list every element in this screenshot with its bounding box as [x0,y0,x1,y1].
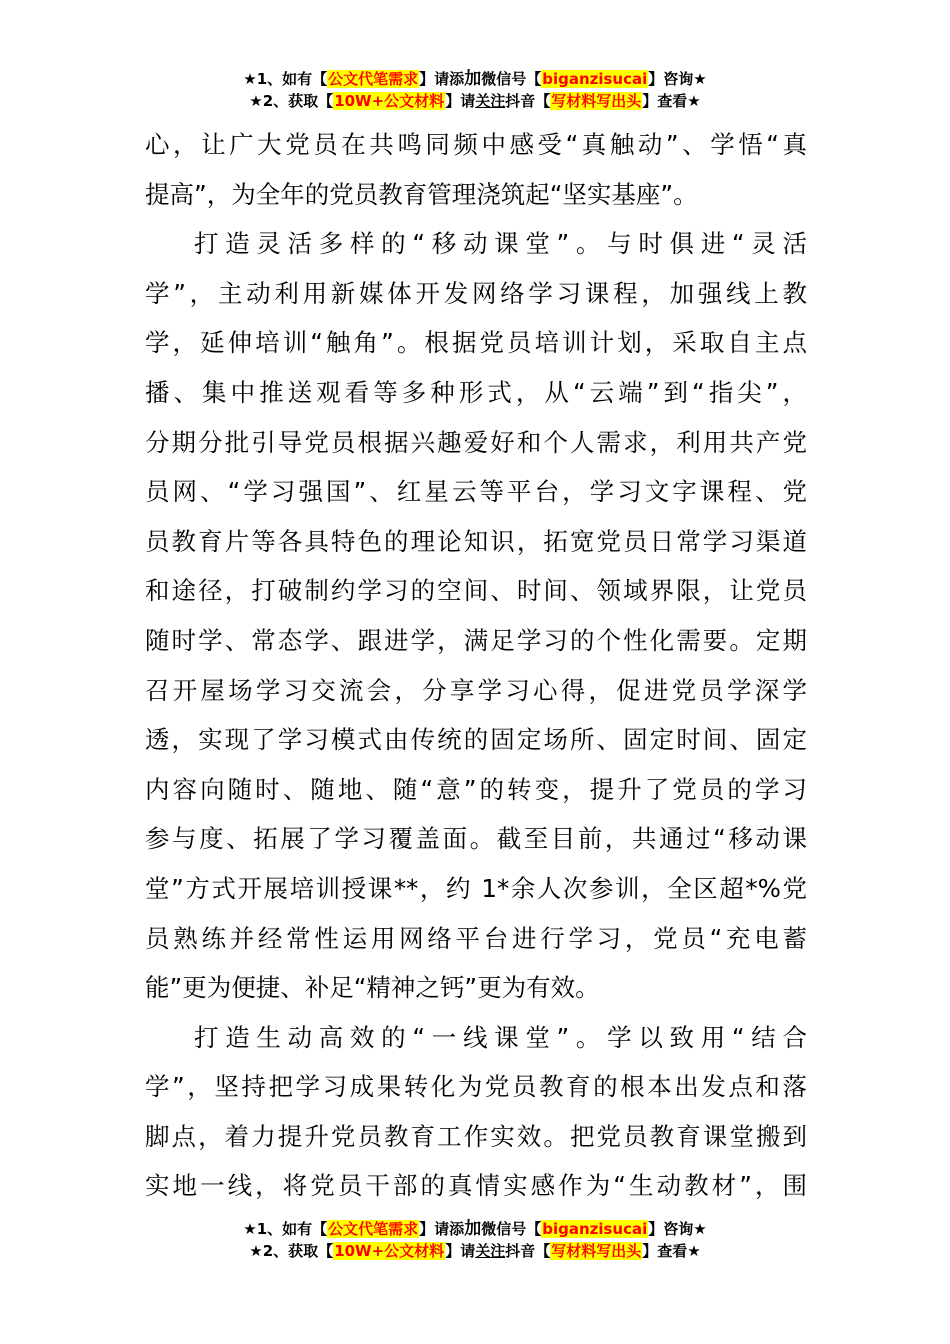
footer-line-1-wechat-label: 微信号【 [481,1220,542,1238]
footer-line-1-highlight-service: 公文代笔需求 [328,1220,419,1238]
header-line-1-mid: 】请添 [419,70,465,88]
text-line: 提高”，为全年的党员教育管理浇筑起“坚实基座”。 [145,179,698,209]
header-line-1-suffix: 】咨询★ [648,70,707,88]
text-line: 召开屋场学习交流会，分享学习心得，促进党员学深学 [145,675,807,705]
footer-line-2-highlight-materials: 10W+公文材料 [334,1242,445,1260]
text-line: 堂”方式开展培训授课**，约 1*余人次参训，全区超*%党 [145,873,807,903]
footer-line-1-add: 加 [464,1219,482,1239]
text-line: 播、集中推送观看等多种形式，从“云端”到“指尖”， [145,377,807,407]
header-line-2-suffix: 】查看★ [642,92,701,110]
text-line: 员网、“学习强国”、红星云等平台，学习文字课程、党 [145,477,807,507]
paragraph-heading-mobile-classroom: 打造灵活多样的“移动课堂”。与时俱进“灵活 [194,229,807,259]
footer-line-1-prefix: ★1、如有【 [243,1220,328,1238]
footer-line-1 [0,1218,950,1240]
text-line: 心，让广大党员在共鸣同频中感受“真触动”、学悟“真 [145,130,807,159]
text-line: 脚点，着力提升党员教育工作实效。把党员教育课堂搬到 [145,1121,807,1151]
text-line: 能”更为便捷、补足“精神之钙”更为有效。 [145,973,600,1003]
header-line-1-prefix: ★1、如有【 [243,70,328,88]
paragraph-1 [145,120,807,219]
paragraph-3 [145,1013,807,1211]
text-line: 学”，坚持把学习成果转化为党员教育的根本出发点和落 [145,1072,807,1102]
paragraph-heading-frontline-classroom: 打造生动高效的“一线课堂”。学以致用“结合 [194,1022,807,1052]
footer-line-2-douyin-label: 抖音【 [505,1242,551,1260]
text-line: 随时学、常态学、跟进学，满足学习的个性化需要。定期 [145,625,807,655]
footer-line-1-wechat-id: biganzisucai [542,1220,648,1238]
footer-line-2 [0,1240,950,1262]
document-body [145,120,807,1211]
footer-line-2-mid: 】请 [445,1242,476,1260]
header-line-2-highlight-materials: 10W+公文材料 [334,92,445,110]
header-line-2 [0,90,950,112]
text-line: 内容向随时、随地、随“意”的转变，提升了党员的学习 [145,774,807,804]
header-line-1 [0,68,950,90]
text-line: 参与度、拓展了学习覆盖面。截至目前，共通过“移动课 [145,824,807,854]
header-line-1-wechat-id: biganzisucai [542,70,648,88]
header-line-1-highlight-service: 公文代笔需求 [328,70,419,88]
header-banner [0,68,950,112]
text-line: 分期分批引导党员根据兴趣爱好和个人需求，利用共产党 [145,427,807,457]
footer-line-1-mid: 】请添 [419,1220,465,1238]
footer-line-2-follow: 关注 [475,1242,506,1260]
footer-line-1-suffix: 】咨询★ [648,1220,707,1238]
text-line: 学，延伸培训“触角”。根据党员培训计划，采取自主点 [145,328,807,358]
footer-banner [0,1218,950,1262]
paragraph-2 [145,219,807,1013]
text-line: 和途径，打破制约学习的空间、时间、领域界限，让党员 [145,576,807,606]
header-line-2-prefix: ★2、获取【 [249,92,334,110]
footer-line-2-prefix: ★2、获取【 [249,1242,334,1260]
text-line: 透，实现了学习模式由传统的固定场所、固定时间、固定 [145,725,807,755]
header-line-2-douyin-label: 抖音【 [505,92,551,110]
text-line: 实地一线，将党员干部的真情实感作为“生动教材”，围 [145,1171,807,1201]
footer-line-2-suffix: 】查看★ [642,1242,701,1260]
header-line-2-douyin-id: 写材料写出头 [551,92,642,110]
header-line-2-mid: 】请 [445,92,476,110]
text-line: 员教育片等各具特色的理论知识，拓宽党员日常学习渠道 [145,526,807,556]
text-line: 学”，主动利用新媒体开发网络学习课程，加强线上教 [145,278,807,308]
text-line: 员熟练并经常性运用网络平台进行学习，党员“充电蓄 [145,923,807,953]
footer-line-2-douyin-id: 写材料写出头 [551,1242,642,1260]
header-line-1-wechat-label: 微信号【 [481,70,542,88]
header-line-2-follow: 关注 [475,92,506,110]
header-line-1-add: 加 [464,69,482,89]
